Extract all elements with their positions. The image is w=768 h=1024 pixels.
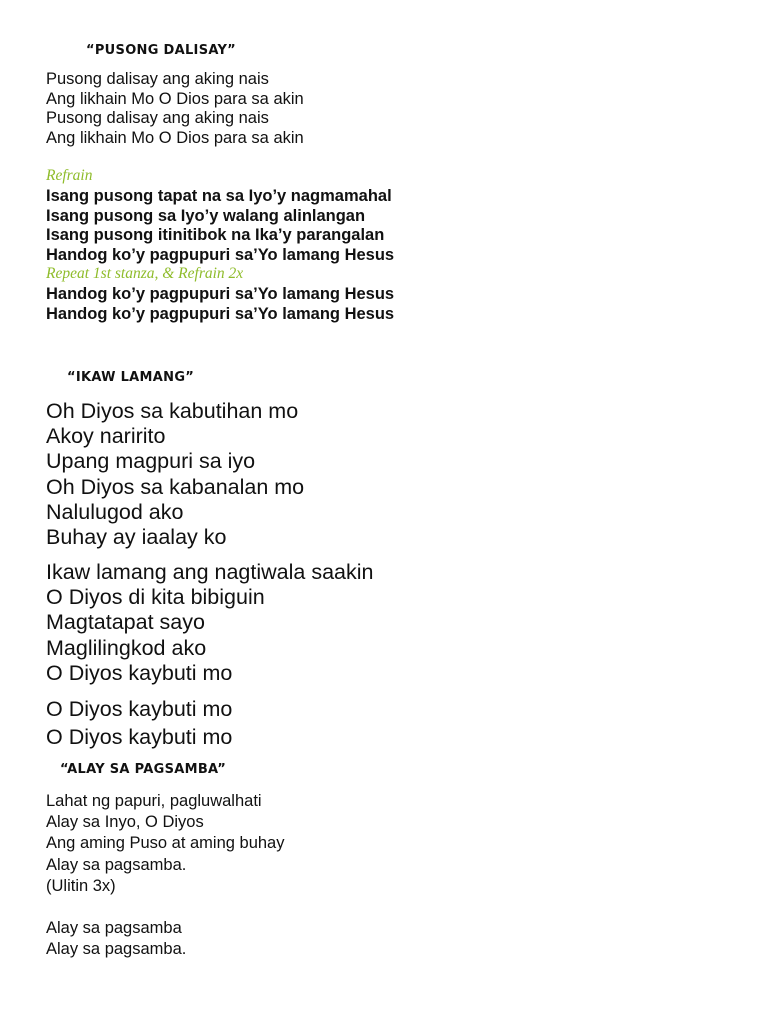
repeat-note: (Ulitin 3x) xyxy=(46,876,116,895)
lyric-line: Isang pusong tapat na sa Iyo’y nagmamahal xyxy=(46,187,392,205)
lyric-line: Isang pusong sa Iyo’y walang alinlangan xyxy=(46,206,366,225)
lyric-line: Oh Diyos sa kabanalan mo xyxy=(46,474,305,499)
lyric-line: Isang pusong itinitibok na Ika’y parangalan xyxy=(46,226,385,245)
song3-stanza xyxy=(46,791,285,897)
lyric-line: Alay sa pagsamba xyxy=(46,919,182,937)
song1-repeat-label: Repeat 1st stanza, & Refrain 2x xyxy=(46,265,244,282)
song1-stanza xyxy=(46,70,304,148)
lyric-line: O Diyos kaybuti mo xyxy=(46,725,233,749)
lyric-line: Buhay ay iaalay ko xyxy=(46,525,227,550)
lyric-line: Akoy naririto xyxy=(46,424,166,449)
lyric-line: Nalulugod ako xyxy=(46,499,184,524)
lyric-line: Handog ko’y pagpupuri sa’Yo lamang Hesus xyxy=(46,304,395,323)
lyric-line: Oh Diyos sa kabutihan mo xyxy=(46,399,299,423)
lyric-line: Alay sa pagsamba. xyxy=(46,940,187,959)
lyric-line: Alay sa Inyo, O Diyos xyxy=(46,813,204,832)
song1-refrain-label: Refrain xyxy=(46,167,93,184)
lyric-line: Handog ko’y pagpupuri sa’Yo lamang Hesus xyxy=(46,245,395,264)
song2-stanza xyxy=(46,399,304,550)
song1-ending xyxy=(46,285,394,324)
song1-title: “PUSONG DALISAY” xyxy=(86,43,237,58)
lyric-line: O Diyos kaybuti mo xyxy=(46,697,233,721)
lyric-line: O Diyos kaybuti mo xyxy=(46,660,233,685)
lyric-line: O Diyos di kita bibiguin xyxy=(46,585,265,610)
lyric-line: Upang magpuri sa iyo xyxy=(46,449,256,474)
lyric-line: Handog ko’y pagpupuri sa’Yo lamang Hesus xyxy=(46,285,395,303)
song2-chorus xyxy=(46,560,373,686)
song3-title: “ALAY SA PAGSAMBA” xyxy=(60,762,227,777)
lyric-line: Pusong dalisay ang aking nais xyxy=(46,70,269,88)
lyric-line: Ikaw lamang ang nagtiwala saakin xyxy=(46,560,374,584)
lyric-line: Alay sa pagsamba. xyxy=(46,855,187,874)
lyric-line: Ang likhain Mo O Dios para sa akin xyxy=(46,128,304,147)
song3-ending xyxy=(46,918,186,960)
lyric-line: Lahat ng papuri, pagluwalhati xyxy=(46,792,262,810)
lyric-line: Maglilingkod ako xyxy=(46,635,207,660)
lyric-line: Ang likhain Mo O Dios para sa akin xyxy=(46,89,304,108)
lyric-line: Pusong dalisay ang aking nais xyxy=(46,109,269,128)
lyric-line: Ang aming Puso at aming buhay xyxy=(46,834,285,853)
song2-title: “IKAW LAMANG” xyxy=(67,370,195,385)
song2-tag xyxy=(46,695,232,751)
song1-refrain xyxy=(46,187,394,265)
lyric-line: Magtatapat sayo xyxy=(46,610,205,635)
